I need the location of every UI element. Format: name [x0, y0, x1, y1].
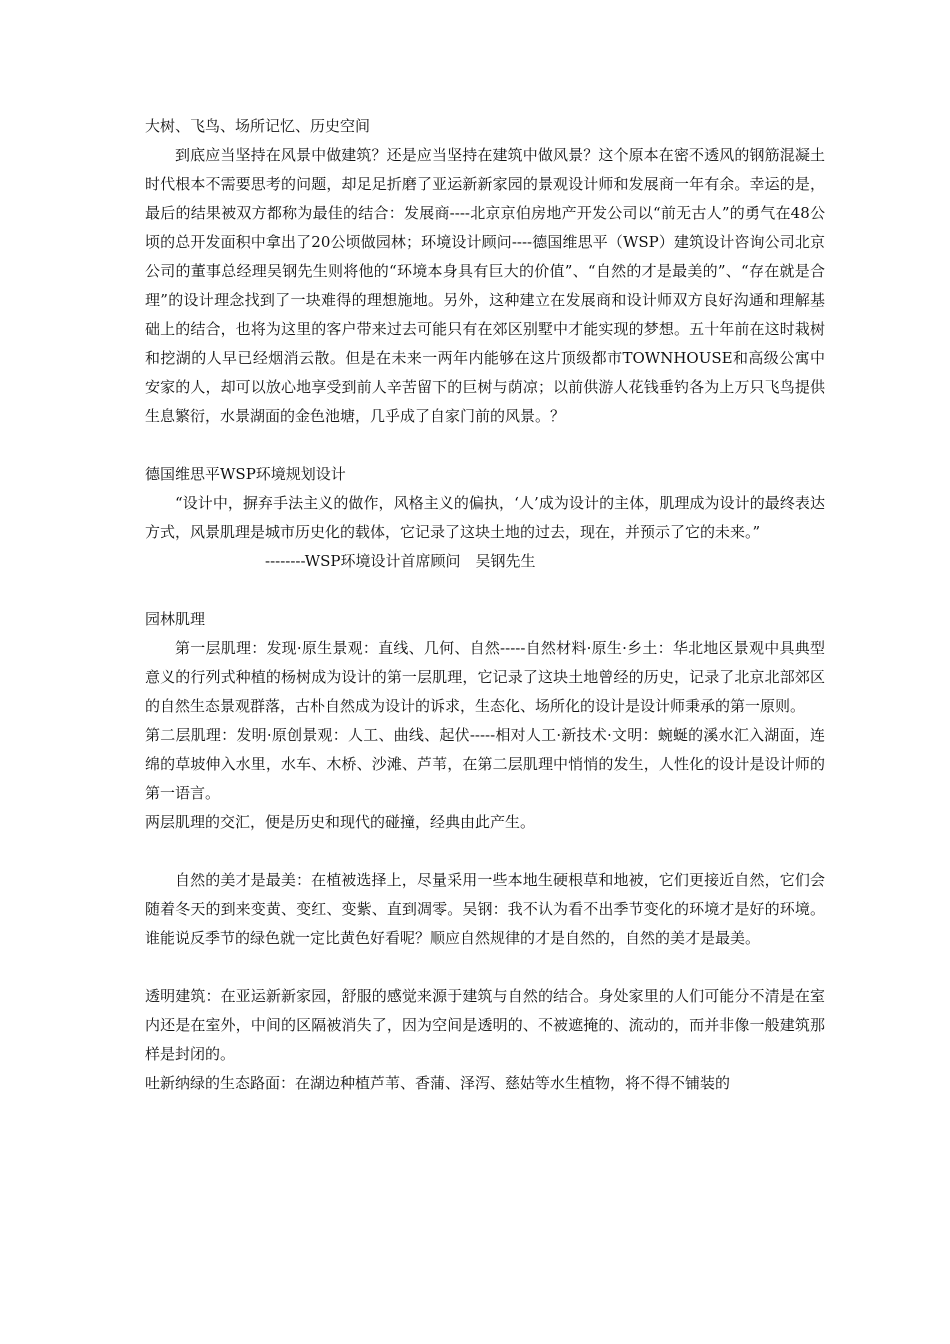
section-title-trees-birds: 大树、飞鸟、场所记忆、历史空间 — [145, 117, 371, 135]
paragraph-natural-beauty: 自然的美才是最美：在植被选择上，尽量采用一些本地生硬根草和地被，它们更接近自然，它们会随着冬天的到来变黄、变红、变紫、直到凋零。吴钢：我不认为看不出季节变化的环境才是好的环境。谁能说反季节的绿色就一定比黄色好看呢？顺应自然规律的才是自然的，自然的美才是最美。 — [145, 871, 825, 947]
paragraph-layers-meet: 两层肌理的交汇，便是历史和现代的碰撞，经典由此产生。 — [145, 813, 536, 831]
document-page — [145, 112, 825, 1098]
spacer — [145, 431, 825, 460]
paragraph-layer-two: 第二层肌理：发明·原创景观：人工、曲线、起伏-----相对人工·新技术·文明：蜿蜒的溪水汇入湖面，连绵的草坡伸入水里，水车、木桥、沙滩、芦苇，在第二层肌理中悄悄的发生，人性化的设计是设计师的第一语言。 — [145, 726, 825, 802]
paragraph-intro: 到底应当坚持在风景中做建筑？还是应当坚持在建筑中做风景？这个原本在密不透风的钢筋混凝土时代根本不需要思考的问题，却足足折磨了亚运新新家园的景观设计师和发展商一年有余。幸运的是，最后的结果被双方都称为最佳的结合：发展商----北京京伯房地产开发公司以“前无古人”的勇气在48公顷的总开发面积中拿出了20公顷做园林；环境设计顾问----德国维思平（WSP）建筑设计咨询公司北京公司的董事总经理吴钢先生则将他的“环境本身具有巨大的价值”、“自然的才是最美的”、“存在就是合理”的设计理念找到了一块难得的理想施地。另外，这种建立在发展商和设计师双方良好沟通和理解基础上的结合，也将为这里的客户带来过去可能只有在郊区别墅中才能实现的梦想。五十年前在这时栽树和挖湖的人早已经烟消云散。但是在未来一两年内能够在这片顶级都市TOWNHOUSE和高级公寓中安家的人，却可以放心地享受到前人辛苦留下的巨树与荫凉；以前供游人花钱垂钓各为上万只飞鸟提供生息繁衍，水景湖面的金色池塘，几乎成了自家门前的风景。？ — [145, 146, 825, 425]
quote-paragraph: “设计中，摒弃手法主义的做作，风格主义的偏执，‘人’成为设计的主体，肌理成为设计的最终表达方式，风景肌理是城市历史化的载体，它记录了这块土地的过去，现在，并预示了它的未来。” — [145, 494, 825, 541]
paragraph-transparent-building: 透明建筑：在亚运新新家园，舒服的感觉来源于建筑与自然的结合。身处家里的人们可能分不清是在室内还是在室外，中间的区隔被消失了，因为空间是透明的、不被遮掩的、流动的，而并非像一般建筑那样是封闭的。 — [145, 987, 825, 1063]
quote-signature: --------WSP环境设计首席顾问 吴钢先生 — [265, 552, 536, 570]
section-title-texture: 园林肌理 — [145, 610, 206, 628]
paragraph-layer-one: 第一层肌理：发现·原生景观：直线、几何、自然-----自然材料·原生·乡土：华北地区景观中具典型意义的行列式种植的杨树成为设计的第一层肌理，它记录了这块土地曾经的历史，记录了北京北部郊区的自然生态景观群落，古朴自然成为设计的诉求，生态化、场所化的设计是设计师秉承的第一原则。 — [145, 639, 825, 715]
spacer — [145, 576, 825, 605]
spacer — [145, 953, 825, 982]
section-title-wsp: 德国维思平WSP环境规划设计 — [145, 465, 346, 483]
spacer — [145, 837, 825, 866]
paragraph-eco-pavement: 吐新纳绿的生态路面：在湖边种植芦苇、香蒲、泽泻、慈姑等水生植物，将不得不铺装的 — [145, 1074, 731, 1092]
